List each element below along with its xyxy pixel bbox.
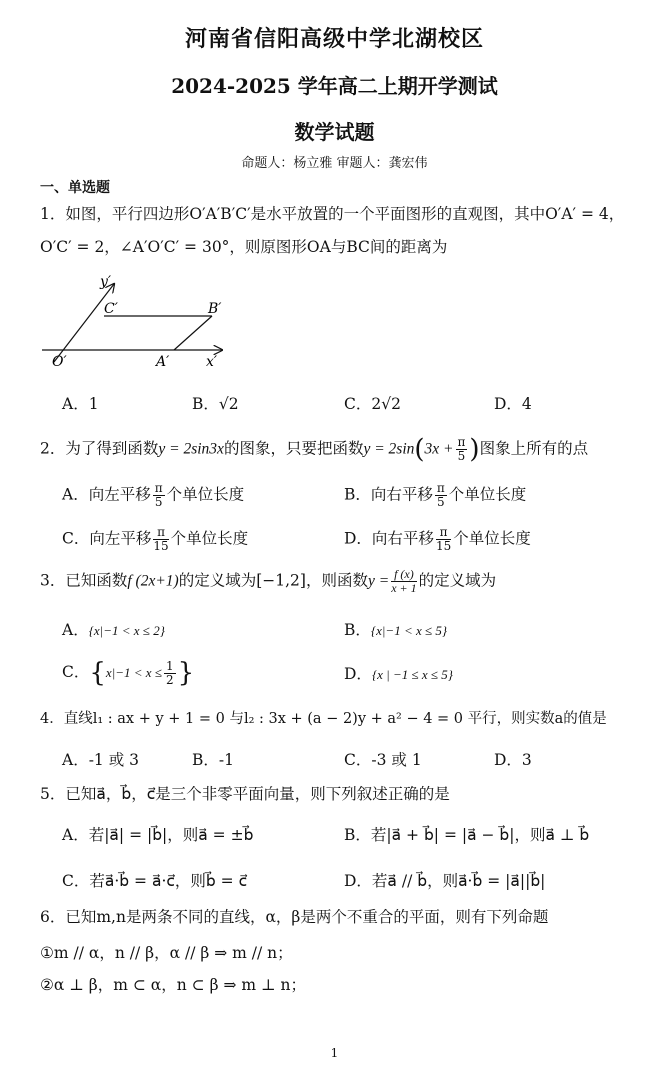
q2-func1: y = 2sin3x [158, 440, 224, 458]
q3-domain: [−1,2] [256, 571, 306, 590]
q4-stem: 4．直线l₁ : ax + y + 1 = 0 与l₂ : 3x + (a − 2)y + a² − 4 = 0 平行，则实数a的值是 [40, 711, 607, 727]
q4-option-b: B．-1 [192, 751, 234, 769]
q3-fraction: $\frac{f (x)}{x + 1}$ [391, 567, 417, 595]
q4-option-a: A．-1 或 3 [62, 751, 140, 769]
q5-option-d: D．若a⃗ // b⃗，则a⃗·b⃗ = |a⃗||b⃗| [344, 872, 546, 890]
q5-option-c: C．若a⃗·b⃗ = a⃗·c⃗，则b⃗ = c⃗ [62, 872, 248, 890]
q1-option-c: C．2√2 [344, 395, 401, 413]
q2-option-a: A．向左平移 $\frac{\pi}{5}$ 个单位长度 [62, 481, 245, 509]
q3-option-c: C．{x|−1 < x ≤ $\frac{1}{2}$ } [62, 658, 195, 688]
label-x: x′ [206, 354, 218, 370]
q1-option-a: A．1 [62, 395, 99, 413]
label-b: B′ [208, 301, 222, 317]
q3-option-d: D．{x | −1 ≤ x ≤ 5} [344, 665, 453, 683]
page-number: 1 [330, 1046, 339, 1060]
q2-func2: y = 2sin [363, 440, 415, 458]
label-c: C′ [104, 301, 118, 317]
q2-option-d: D．向右平移 $\frac{\pi}{15}$ 个单位长度 [344, 525, 531, 553]
q2-stem: 2．为了得到函数y = 2sin3x的图象，只要把函数y = 2sin(3x + $\frac{\pi}{5}$ )图象上所有的点 [40, 434, 589, 465]
school-title: 河南省信阳高级中学北湖校区 [184, 26, 484, 52]
q3-option-a: A．{x|−1 < x ≤ 2} [62, 621, 165, 639]
q4-option-d: D．3 [494, 751, 532, 769]
q5-option-a: A．若|a⃗| = |b⃗|，则a⃗ = ±b⃗ [62, 826, 254, 844]
parallelogram-figure [40, 270, 240, 375]
q2-post: 图象上所有的点 [479, 439, 589, 458]
label-y: y′ [100, 274, 112, 290]
q1-option-d: D．4 [494, 395, 532, 413]
exam-title: 2024-2025 学年高二上期开学测试 [171, 74, 498, 98]
q6-proposition-1: ①m // α，n // β，α // β ⇒ m // n； [40, 944, 293, 962]
q5-stem: 5．已知a⃗，b⃗，c⃗是三个非零平面向量，则下列叙述正确的是 [40, 785, 450, 803]
subject-title: 数学试题 [294, 120, 375, 144]
q1-line2: O′C′ = 2，∠A′O′C′ = 30°，则原图形OA与BC间的距离为 [40, 238, 448, 256]
q2-pre: 2．为了得到函数 [40, 439, 159, 458]
side-ab [174, 316, 212, 350]
label-a: A′ [156, 354, 170, 370]
q2-func2-arg: 3x + [424, 440, 454, 458]
label-o: O′ [52, 354, 67, 370]
q3-func: f (2x+1) [127, 572, 179, 590]
q2-fraction: $\frac{\pi}{5}$ [457, 435, 466, 463]
q2-option-c: C．向左平移 $\frac{\pi}{15}$ 个单位长度 [62, 525, 249, 553]
q5-option-b: B．若|a⃗ + b⃗| = |a⃗ − b⃗|，则a⃗ ⊥ b⃗ [344, 826, 590, 844]
section-heading: 一、单选题 [40, 180, 110, 196]
q6-proposition-2: ②α ⊥ β，m ⊂ α，n ⊂ β ⇒ m ⊥ n； [40, 976, 306, 994]
q2-option-b: B．向右平移 $\frac{\pi}{5}$ 个单位长度 [344, 481, 527, 509]
q3-stem: 3．已知函数f (2x+1)的定义域为[−1,2]，则函数y = $\frac{f (x)}{x + 1}$ 的定义域为 [40, 567, 497, 595]
authors-line: 命题人：杨立雅 审题人：龚宏伟 [241, 156, 428, 171]
q4-option-c: C．-3 或 1 [344, 751, 422, 769]
q6-stem: 6．已知m,n是两条不同的直线，α，β是两个不重合的平面，则有下列命题 [40, 908, 549, 926]
q1-option-b: B．√2 [192, 395, 239, 413]
q2-mid: 的图象，只要把函数 [223, 439, 364, 458]
q3-option-b: B．{x|−1 < x ≤ 5} [344, 621, 448, 639]
q1-line1: 1．如图，平行四边形O′A′B′C′是水平放置的一个平面图形的直观图，其中O′A′ = 4， [40, 205, 625, 223]
